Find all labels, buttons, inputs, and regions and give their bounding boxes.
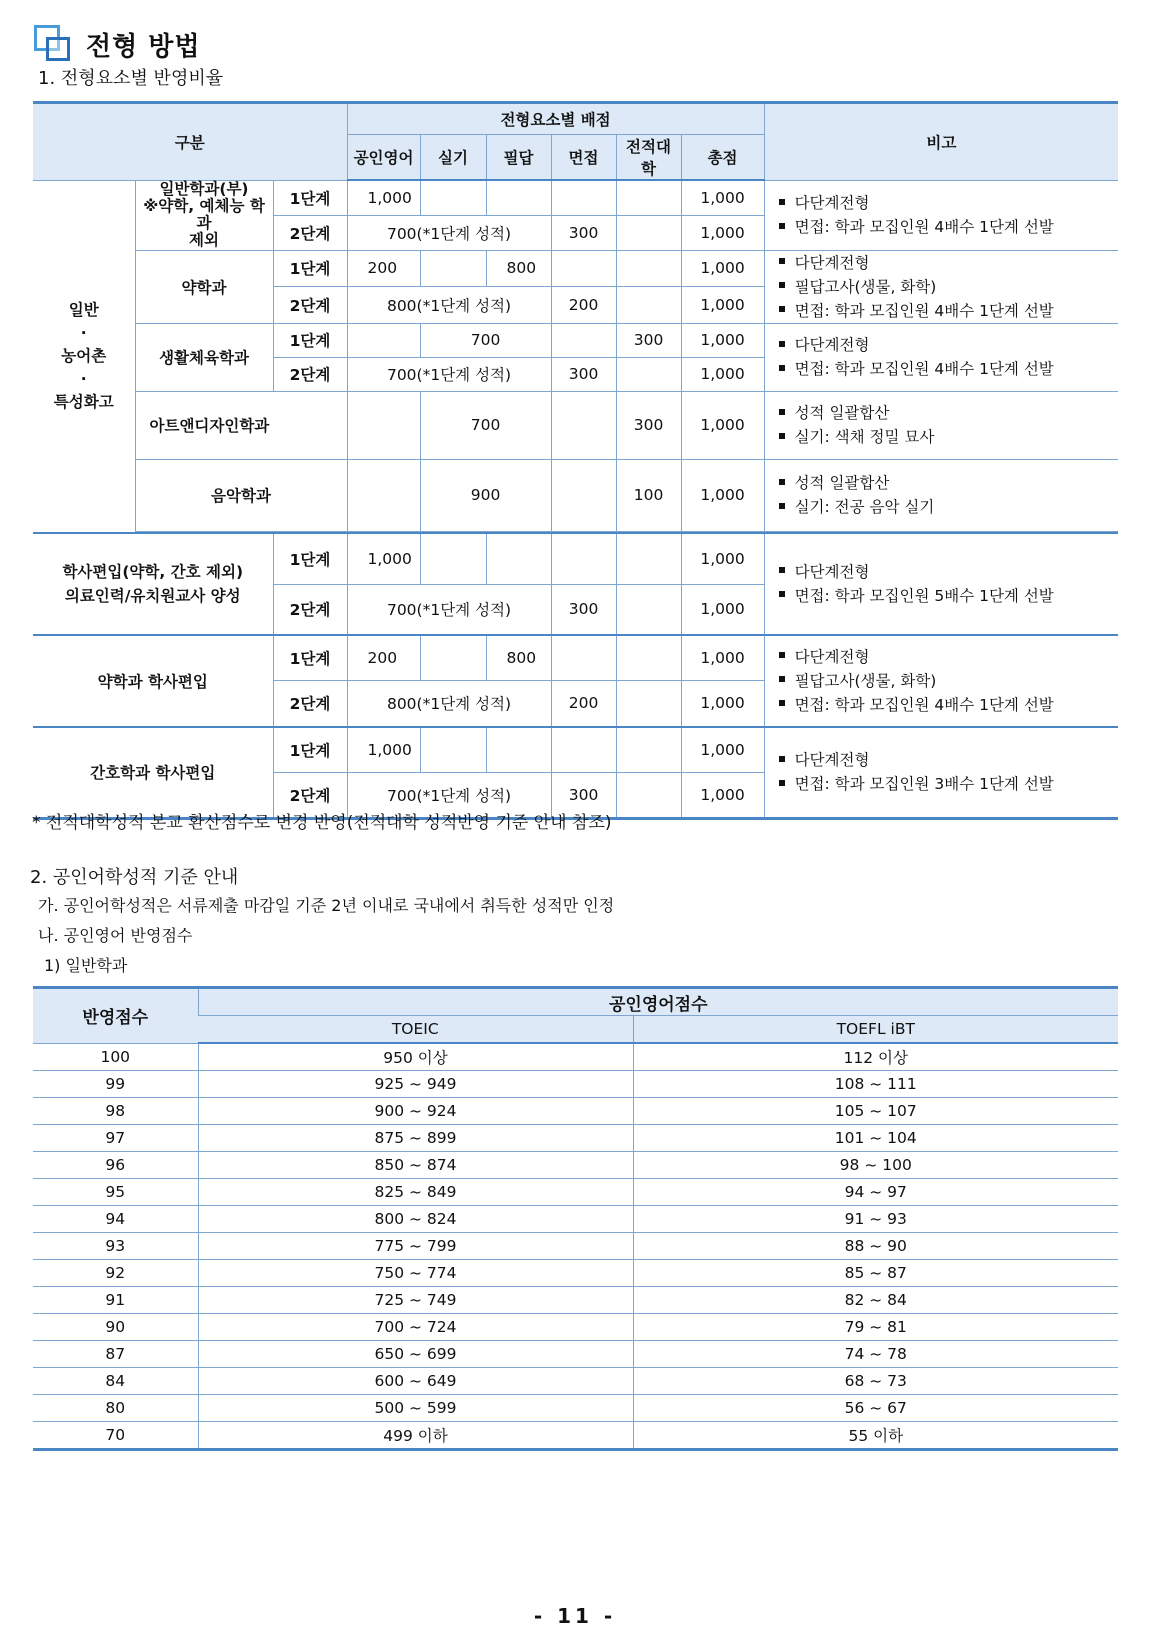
cell-toefl: 101 ~ 104 [633,1125,1118,1152]
cell-total: 1,000 [681,391,764,459]
overlapping-squares-icon [34,25,74,63]
cell-total: 1,000 [681,773,764,819]
cell-score: 84 [33,1368,198,1395]
element-ratio-table [33,101,1118,820]
cell-toefl: 112 이상 [633,1043,1118,1071]
cell-toeic: 900 ~ 924 [198,1098,633,1125]
table-row [33,1422,1118,1450]
remarks-transfer: 다단계전형 면접: 학과 모집인원 5배수 1단계 선발 [764,533,1118,635]
cell-total: 1,000 [681,727,764,773]
table-row [33,1287,1118,1314]
row-pharmacy: 약학과 [135,250,273,323]
section-heading [34,24,201,64]
table-row [33,1260,1118,1287]
table-row [33,1368,1118,1395]
cell-score: 96 [33,1152,198,1179]
header-elements: 전형요소별 배점 [347,103,764,135]
cell-total: 1,000 [681,180,764,215]
cell-practical: 900 [420,459,551,531]
cell-written: 800 [486,250,551,287]
table-row [33,1314,1118,1341]
cell-toeic: 700 ~ 724 [198,1314,633,1341]
remarks-pharmacy: 다단계전형 필답고사(생물, 화학) 면접: 학과 모집인원 4배수 1단계 선발 [764,250,1118,323]
cell-toefl: 82 ~ 84 [633,1287,1118,1314]
remarks-general: 다단계전형 면접: 학과 모집인원 4배수 1단계 선발 [764,180,1118,250]
remarks-sports: 다단계전형 면접: 학과 모집인원 4배수 1단계 선발 [764,323,1118,391]
cell-total: 1,000 [681,215,764,250]
cell-total: 1,000 [681,585,764,635]
row-music: 음악학과 [135,459,347,531]
table-row [33,1179,1118,1206]
cell-interview: 200 [551,287,616,324]
section-2-title: 2. 공인어학성적 기준 안내 [30,867,239,888]
cell-toeic: 825 ~ 849 [198,1179,633,1206]
cell-prev-college: 100 [616,459,681,531]
remarks-art: 성적 일괄합산 실기: 색채 정밀 묘사 [764,391,1118,459]
header-english-score: 공인영어점수 [198,988,1118,1016]
header-practical: 실기 [420,135,486,181]
cell-toefl: 79 ~ 81 [633,1314,1118,1341]
header-category: 구분 [33,103,347,181]
cell-total: 1,000 [681,323,764,357]
cell-toefl: 88 ~ 90 [633,1233,1118,1260]
item-ga: 가. 공인어학성적은 서류제출 마감일 기준 2년 이내로 국내에서 취득한 성적만 인정 [38,896,615,915]
cell-interview: 200 [551,681,616,727]
stage-label: 2단계 [273,585,347,635]
cell-toeic: 775 ~ 799 [198,1233,633,1260]
cell-stage1-score: 800(*1단계 성적) [347,287,551,324]
header-english: 공인영어 [347,135,420,181]
table-row [33,1098,1118,1125]
page-number: - 11 - [533,1604,617,1628]
group-general: 일반 · 농어촌 · 특성화고 [33,180,135,533]
cell-toefl: 56 ~ 67 [633,1395,1118,1422]
cell-score: 92 [33,1260,198,1287]
cell-toeic: 925 ~ 949 [198,1071,633,1098]
cell-total: 1,000 [681,459,764,531]
cell-total: 1,000 [681,287,764,324]
cell-prev-college: 300 [616,323,681,357]
cell-interview: 300 [551,773,616,819]
cell-toefl: 94 ~ 97 [633,1179,1118,1206]
cell-total: 1,000 [681,635,764,681]
cell-english: 200 [347,635,420,681]
cell-written: 800 [486,635,551,681]
cell-score: 80 [33,1395,198,1422]
stage-label: 1단계 [273,635,347,681]
table-row [33,1206,1118,1233]
cell-toeic: 875 ~ 899 [198,1125,633,1152]
cell-toefl: 74 ~ 78 [633,1341,1118,1368]
cell-score: 87 [33,1341,198,1368]
header-remarks: 비고 [764,103,1118,181]
footnote: * 전적대학성적 본교 환산점수로 변경 반영(전적대학 성적반영 기준 안내 참조) [32,813,612,833]
cell-toeic: 750 ~ 774 [198,1260,633,1287]
row-pharm-transfer: 약학과 학사편입 [33,635,273,727]
table-row [33,1125,1118,1152]
table-row [33,1341,1118,1368]
header-prev-college: 전적대학 [616,135,681,181]
cell-toeic: 850 ~ 874 [198,1152,633,1179]
cell-toeic: 500 ~ 599 [198,1395,633,1422]
stage-label: 1단계 [273,323,347,357]
cell-toeic: 800 ~ 824 [198,1206,633,1233]
table-row [33,1152,1118,1179]
cell-toeic: 499 이하 [198,1422,633,1450]
table-row [33,1233,1118,1260]
cell-interview: 300 [551,357,616,391]
remarks-pharm-transfer: 다단계전형 필답고사(생물, 화학) 면접: 학과 모집인원 4배수 1단계 선발 [764,635,1118,727]
cell-toefl: 85 ~ 87 [633,1260,1118,1287]
header-total: 총점 [681,135,764,181]
page-title: 전형 방법 [86,31,201,62]
item-1: 1) 일반학과 [44,956,128,975]
cell-total: 1,000 [681,357,764,391]
stage-label: 2단계 [273,773,347,819]
row-sports: 생활체육학과 [135,323,273,391]
cell-stage1-score: 700(*1단계 성적) [347,215,551,250]
cell-score: 95 [33,1179,198,1206]
cell-toeic: 950 이상 [198,1043,633,1071]
cell-total: 1,000 [681,533,764,585]
cell-english: 1,000 [347,533,420,585]
cell-toefl: 98 ~ 100 [633,1152,1118,1179]
stage-label: 1단계 [273,250,347,287]
remarks-nurse-transfer: 다단계전형 면접: 학과 모집인원 3배수 1단계 선발 [764,727,1118,819]
cell-score: 100 [33,1043,198,1071]
cell-practical: 700 [420,323,551,357]
stage-label: 2단계 [273,681,347,727]
cell-toeic: 725 ~ 749 [198,1287,633,1314]
cell-english: 1,000 [347,180,420,215]
stage-label: 1단계 [273,180,347,215]
header-written: 필답 [486,135,551,181]
item-na: 나. 공인영어 반영점수 [38,926,193,945]
header-toeic: TOEIC [198,1016,633,1044]
stage-label: 1단계 [273,727,347,773]
cell-score: 91 [33,1287,198,1314]
cell-score: 98 [33,1098,198,1125]
english-score-table [33,986,1118,1451]
cell-toefl: 68 ~ 73 [633,1368,1118,1395]
row-general-dept: 일반학과(부) ※약학, 예체능 학과 제외 [135,180,273,250]
remarks-music: 성적 일괄합산 실기: 전공 음악 실기 [764,459,1118,531]
cell-score: 90 [33,1314,198,1341]
cell-total: 1,000 [681,250,764,287]
cell-toefl: 108 ~ 111 [633,1071,1118,1098]
row-art: 아트앤디자인학과 [135,391,347,459]
cell-total: 1,000 [681,681,764,727]
cell-score: 70 [33,1422,198,1450]
header-reflected-score: 반영점수 [33,988,198,1044]
stage-label: 2단계 [273,287,347,324]
cell-toeic: 600 ~ 649 [198,1368,633,1395]
cell-toefl: 55 이하 [633,1422,1118,1450]
cell-stage1-score: 700(*1단계 성적) [347,357,551,391]
table-row [33,1043,1118,1071]
section-1-title: 1. 전형요소별 반영비율 [38,68,224,89]
stage-label: 2단계 [273,357,347,391]
cell-stage1-score: 800(*1단계 성적) [347,681,551,727]
cell-toefl: 105 ~ 107 [633,1098,1118,1125]
cell-interview: 300 [551,215,616,250]
stage-label: 2단계 [273,215,347,250]
table-row [33,1395,1118,1422]
cell-score: 97 [33,1125,198,1152]
cell-english: 200 [347,250,420,287]
cell-toeic: 650 ~ 699 [198,1341,633,1368]
cell-stage1-score: 700(*1단계 성적) [347,585,551,635]
cell-prev-college: 300 [616,391,681,459]
stage-label: 1단계 [273,533,347,585]
cell-english: 1,000 [347,727,420,773]
row-transfer: 학사편입(약학, 간호 제외) 의료인력/유치원교사 양성 [33,533,273,635]
header-toefl: TOEFL iBT [633,1016,1118,1044]
cell-score: 94 [33,1206,198,1233]
cell-toefl: 91 ~ 93 [633,1206,1118,1233]
cell-interview: 300 [551,585,616,635]
cell-score: 93 [33,1233,198,1260]
row-nurse-transfer: 간호학과 학사편입 [33,727,273,819]
cell-score: 99 [33,1071,198,1098]
table-row [33,1071,1118,1098]
cell-stage1-score: 700(*1단계 성적) [347,773,551,819]
cell-practical: 700 [420,391,551,459]
header-interview: 면접 [551,135,616,181]
